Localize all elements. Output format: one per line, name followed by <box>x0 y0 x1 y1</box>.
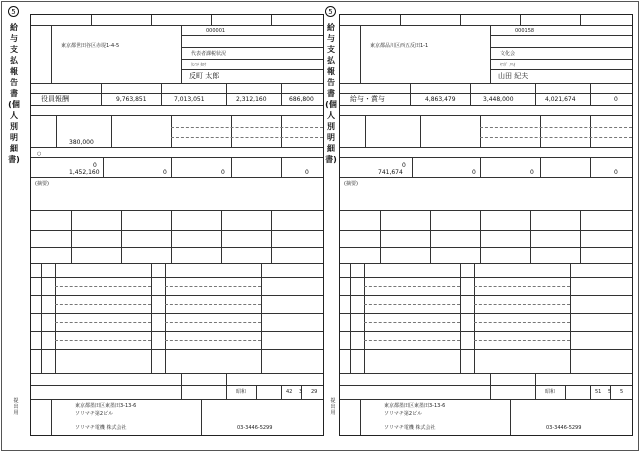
company-line: 文化会 <box>500 51 516 57</box>
payer-building: ソリマチ第2ビル <box>75 411 114 417</box>
birth-era: 昭和 <box>236 389 247 395</box>
tax-amount: 0 <box>614 96 618 103</box>
form-number-badge: 5 <box>8 6 19 17</box>
remarks-label: (摘要) <box>35 181 49 187</box>
payer-address: 東京都墨田区東墨田3-13-6 <box>75 403 137 409</box>
social-insurance: 1,452,160 <box>69 169 100 176</box>
pay-type: 給与・賞与 <box>350 95 385 103</box>
payer-building: ソリマチ第2ビル <box>384 411 423 417</box>
pay-type: 役員報酬 <box>41 95 69 103</box>
small-deduction: 380,000 <box>69 139 94 146</box>
form-number-badge: 5 <box>325 6 336 17</box>
recipient-name: 山田 紀夫 <box>498 72 529 80</box>
payment-amount: 9,763,851 <box>116 96 147 103</box>
birth-month: 3 <box>299 389 303 395</box>
birth-day: 29 <box>311 389 318 395</box>
after-deduction-amount: 7,013,051 <box>174 96 205 103</box>
remarks-label: (摘要) <box>344 181 358 187</box>
deduction-total: 2,312,160 <box>236 96 267 103</box>
birth-day: 5 <box>620 389 624 395</box>
company-line: 代表者課税状況 <box>191 51 227 57</box>
furigana: ﾀﾝﾏﾁ ﾀﾛｳ <box>191 62 207 67</box>
birth-year: 51 <box>595 389 602 395</box>
birth-month: 5 <box>608 389 612 395</box>
recipient-name: 反町 太郎 <box>189 72 220 80</box>
recipient-address: 東京都世田谷区赤堤1-4-5 <box>61 43 120 49</box>
withholding-form-left <box>30 14 324 436</box>
form-side-label: 提出用 <box>330 398 336 416</box>
birth-era: 昭和 <box>545 389 556 395</box>
deduction-total: 4,021,674 <box>545 96 576 103</box>
after-deduction-amount: 3,448,000 <box>483 96 514 103</box>
form-side-label: 提出用 <box>13 398 19 416</box>
zero-value-c: 0 <box>530 169 534 176</box>
recipient-code: 000001 <box>206 28 226 34</box>
payer-name: ソリマチ電機 株式会社 <box>384 425 436 431</box>
recipient-code: 000158 <box>515 28 535 34</box>
social-insurance: 741,674 <box>378 169 403 176</box>
dependent-marker: ○ <box>37 151 42 157</box>
zero-value-d: 0 <box>614 169 618 176</box>
payer-name: ソリマチ電機 株式会社 <box>75 425 127 431</box>
furigana: ﾔﾏﾀﾞ ﾉﾘｵ <box>500 62 516 67</box>
form-title-vertical: 給与支払報告書(個人別明細書) <box>8 23 20 164</box>
payer-address: 東京都墨田区東墨田3-13-6 <box>384 403 446 409</box>
birth-year: 42 <box>286 389 293 395</box>
zero-value-c: 0 <box>221 169 225 176</box>
payment-amount: 4,863,479 <box>425 96 456 103</box>
withholding-form-right <box>339 14 633 436</box>
zero-value-a: 0 <box>93 162 97 169</box>
payer-phone: 03-3446-5299 <box>237 425 273 431</box>
zero-value-b: 0 <box>472 169 476 176</box>
tax-amount: 686,800 <box>289 96 314 103</box>
form-title-vertical: 給与支払報告書(個人別明細書) <box>325 23 337 164</box>
payer-phone: 03-3446-5299 <box>546 425 582 431</box>
zero-value-b: 0 <box>163 169 167 176</box>
zero-value-d: 0 <box>305 169 309 176</box>
zero-value-a: 0 <box>402 162 406 169</box>
recipient-address: 東京都品川区西五反田1-1 <box>370 43 429 49</box>
